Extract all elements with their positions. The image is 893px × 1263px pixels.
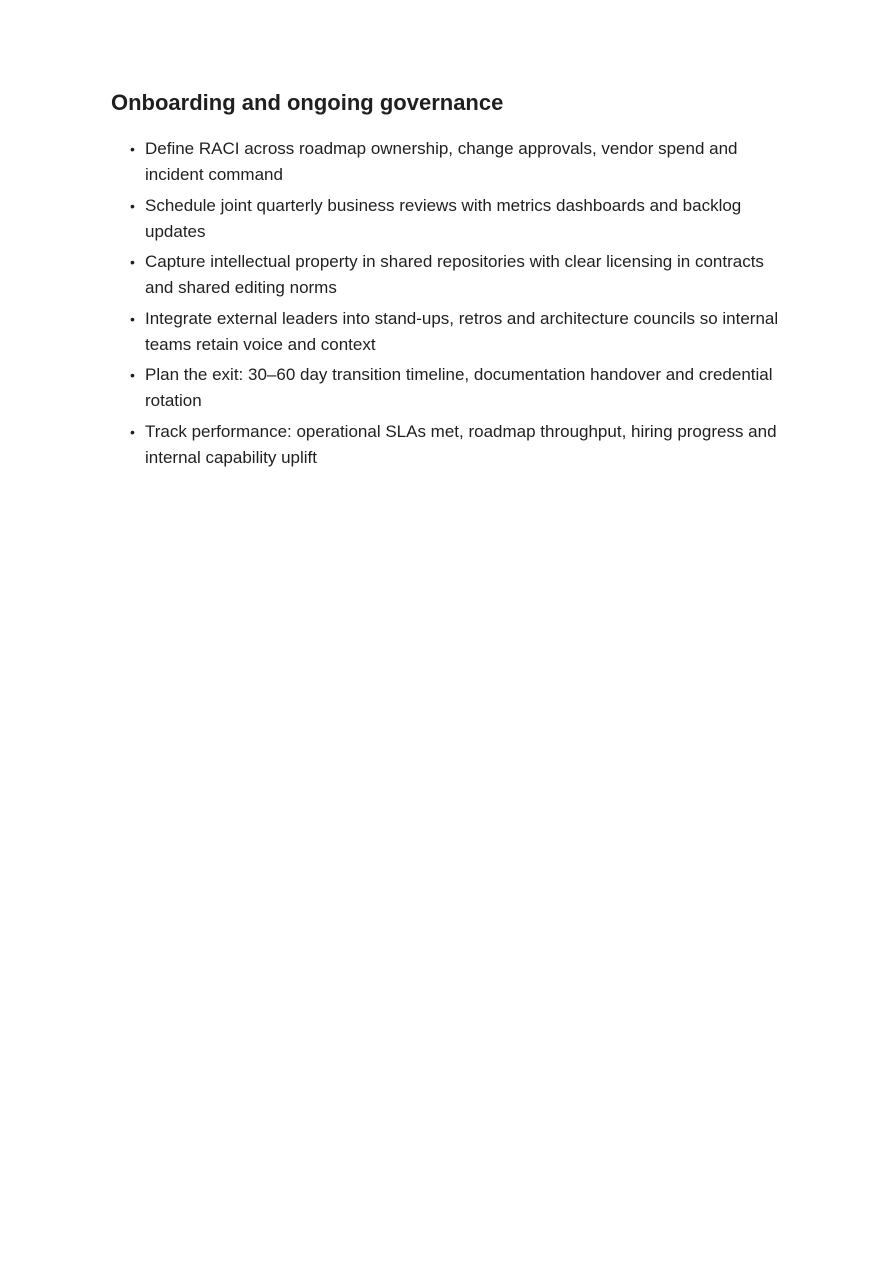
list-item-text: Integrate external leaders into stand-ups, retros and architecture councils so internal teams retain voice and context bbox=[145, 308, 779, 354]
list-item bbox=[130, 193, 791, 245]
list-item-text: Plan the exit: 30–60 day transition timeline, documentation handover and credential rotation bbox=[145, 365, 773, 410]
list-item bbox=[130, 419, 791, 471]
bullet-icon: • bbox=[130, 423, 135, 440]
bullet-icon: • bbox=[130, 367, 135, 383]
list-item bbox=[130, 306, 791, 358]
list-item bbox=[130, 362, 791, 414]
bullet-icon: • bbox=[130, 310, 135, 327]
bullet-icon: • bbox=[130, 197, 135, 214]
list-item-text: Define RACI across roadmap ownership, change approvals, vendor spend and incident command bbox=[145, 139, 738, 184]
list-item-text: Capture intellectual property in shared repositories with clear licensing in contracts and shared editing norms bbox=[145, 252, 764, 297]
list-item bbox=[130, 136, 791, 188]
document-content bbox=[111, 86, 791, 475]
bullet-icon: • bbox=[130, 141, 135, 157]
bullet-list bbox=[111, 136, 791, 471]
section-heading: Onboarding and ongoing governance bbox=[111, 90, 504, 115]
list-item-text: Schedule joint quarterly business reviews with metrics dashboards and backlog updates bbox=[145, 195, 742, 241]
list-item bbox=[130, 249, 791, 301]
bullet-icon: • bbox=[130, 254, 135, 270]
list-item-text: Track performance: operational SLAs met, roadmap throughput, hiring progress and internal capability uplift bbox=[145, 421, 777, 467]
